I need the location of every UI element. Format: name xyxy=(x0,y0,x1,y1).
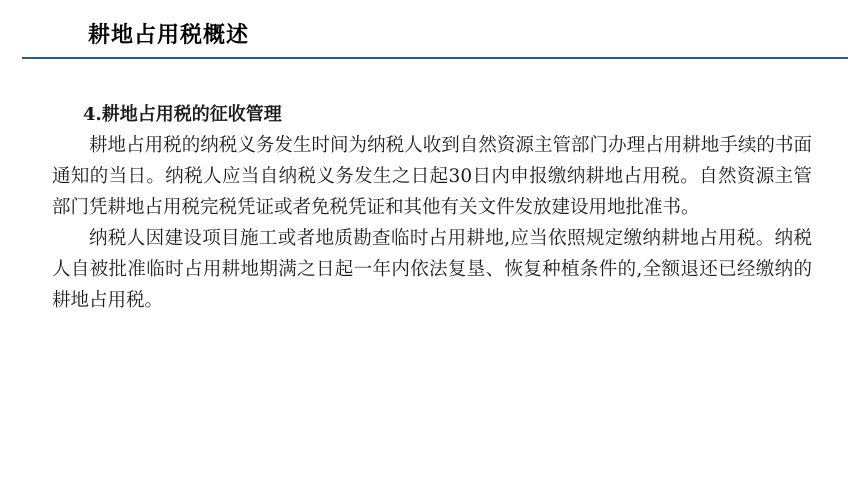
paragraph-temporary-occupation: 纳税人因建设项目施工或者地质勘查临时占用耕地,应当依照规定缴纳耕地占用税。纳税人自被批准临时占用耕地期满之日起一年内依法复垦、恢复种植条件的,全额退还已经缴纳的耕地占用税。 xyxy=(52,228,812,311)
section-heading: 4.耕地占用税的征收管理 xyxy=(83,104,282,125)
paragraph-filing-deadline: 耕地占用税的纳税义务发生时间为纳税人收到自然资源主管部门办理占用耕地手续的书面通知的当日。纳税人应当自纳税义务发生之日起30日内申报缴纳耕地占用税。自然资源主管部门凭耕地占用税完税凭证或者免税凭证和其他有关文件发放建设用地批准书。 xyxy=(52,135,812,218)
content-body xyxy=(52,100,812,316)
page-title: 耕地占用税概述 xyxy=(88,23,250,48)
header-divider xyxy=(22,57,848,59)
